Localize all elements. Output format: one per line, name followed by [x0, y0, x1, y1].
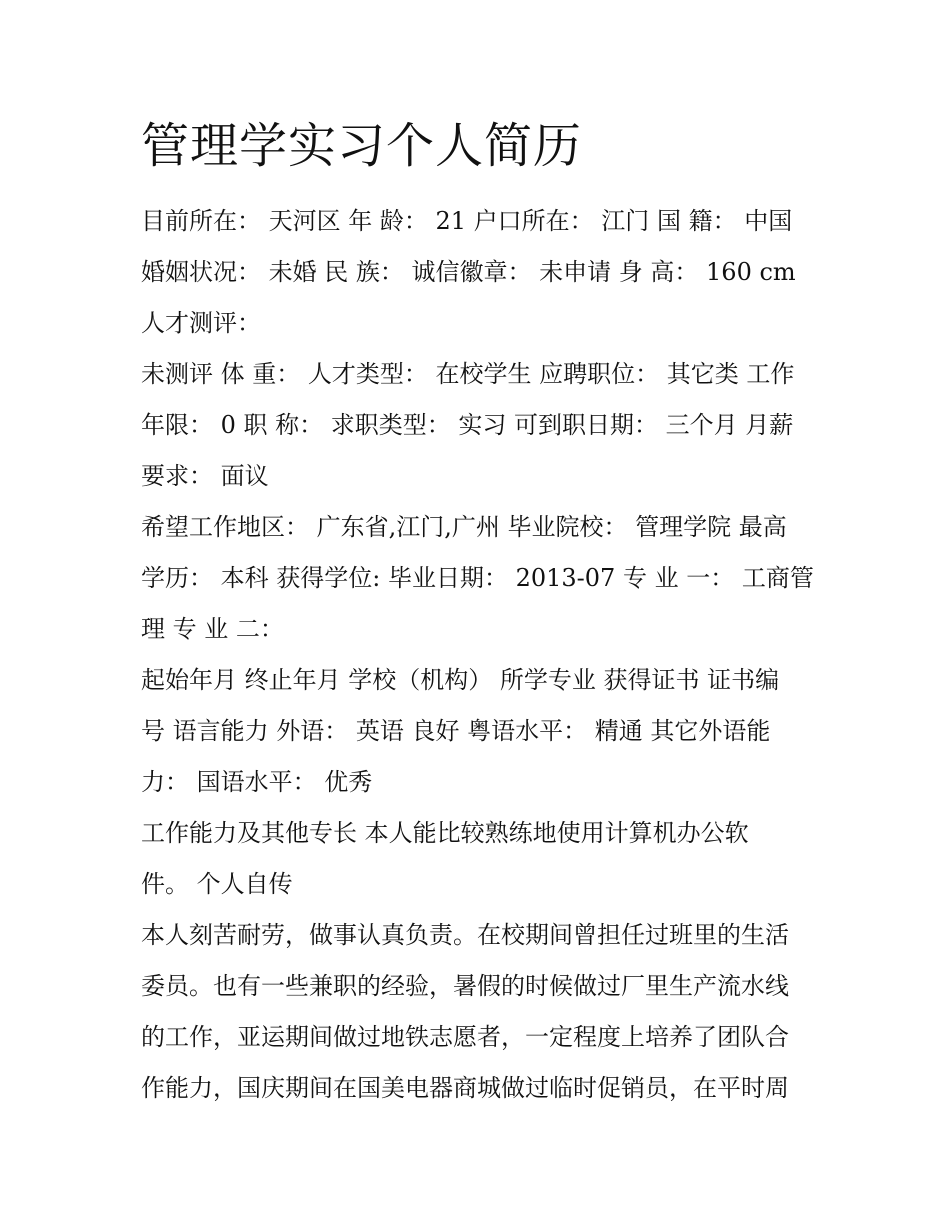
text-line: 希望工作地区： 广东省,江门,广州 毕业院校： 管理学院 最高	[141, 513, 787, 541]
text-line: 起始年月 终止年月 学校（机构） 所学专业 获得证书 证书编	[141, 666, 780, 694]
text-line: 理 专 业 二：	[141, 615, 284, 643]
text-line: 件。 个人自传	[141, 870, 293, 898]
text-line: 的工作，亚运期间做过地铁志愿者，一定程度上培养了团队合	[141, 1023, 789, 1051]
paragraph-education	[141, 502, 816, 655]
paragraph-training-language	[141, 655, 816, 808]
paragraph-skills	[141, 808, 816, 910]
document-page	[141, 110, 816, 1114]
text-line: 目前所在： 天河区 年 龄： 21 户口所在： 江门 国 籍： 中国	[141, 207, 793, 235]
text-line: 委员。也有一些兼职的经验，暑假的时候做过厂里生产流水线	[141, 972, 789, 1000]
text-line: 学历： 本科 获得学位: 毕业日期： 2013-07 专 业 一： 工商管	[141, 564, 814, 592]
paragraph-self-introduction	[141, 910, 816, 1114]
text-line: 要求： 面议	[141, 462, 269, 490]
text-line: 年限： 0 职 称： 求职类型： 实习 可到职日期： 三个月 月薪	[141, 411, 794, 439]
paragraph-job-intention	[141, 349, 816, 502]
paragraph-basic-info	[141, 196, 816, 349]
text-line: 作能力，国庆期间在国美电器商城做过临时促销员，在平时周	[141, 1074, 789, 1102]
text-line: 婚姻状况： 未婚 民 族： 诚信徽章： 未申请 身 高： 160 cm	[141, 258, 796, 286]
text-line: 工作能力及其他专长 本人能比较熟练地使用计算机办公软	[141, 819, 749, 847]
text-line: 力： 国语水平： 优秀	[141, 768, 373, 796]
text-line: 未测评 体 重： 人才类型： 在校学生 应聘职位： 其它类 工作	[141, 360, 795, 388]
text-line: 人才测评：	[141, 309, 261, 337]
text-line: 本人刻苦耐劳，做事认真负责。在校期间曾担任过班里的生活	[141, 921, 789, 949]
document-title: 管理学实习个人简历	[141, 118, 583, 174]
text-line: 号 语言能力 外语： 英语 良好 粤语水平： 精通 其它外语能	[141, 717, 771, 745]
